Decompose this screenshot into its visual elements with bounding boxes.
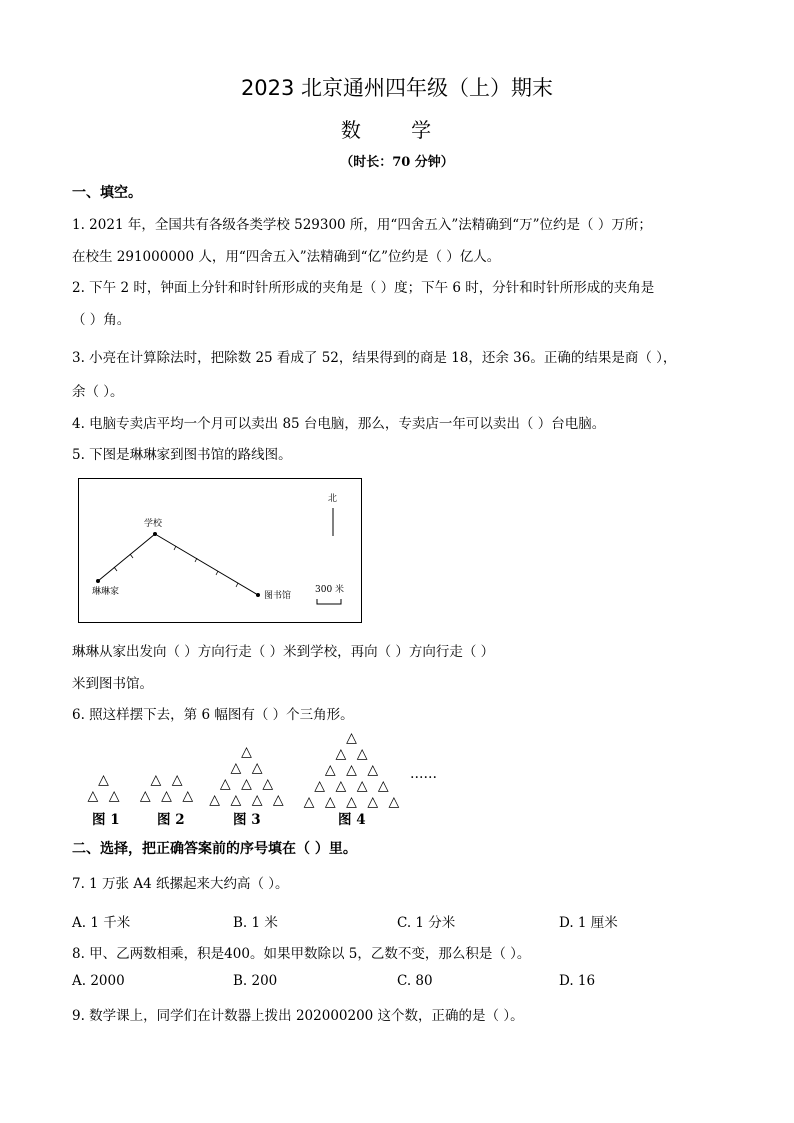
figure-4: [303, 730, 403, 810]
figure-ellipsis: ……: [410, 766, 437, 782]
school-dot: [153, 532, 157, 536]
fig3-row: △ △: [230, 760, 266, 776]
q1-line1: 1. 2021 年，全国共有各级各类学校 529300 所，用“四舍五入”法精确到“万”位约是（ ）万所；: [72, 217, 652, 233]
map-border: [79, 479, 362, 623]
q5-line1: 琳琳从家出发向（ ）方向行走（ ）米到学校，再向（ ）方向行走（ ）: [72, 644, 495, 660]
q8-option-d: D. 16: [559, 973, 596, 989]
q3-line2: 余（ ）。: [72, 384, 124, 400]
q1-line2: 在校生 291000000 人，用“四舍五入”法精确到“亿”位约是（ ）亿人。: [72, 249, 501, 265]
section1-heading: 一、填空。: [72, 185, 142, 201]
fig1-row: △: [98, 772, 112, 788]
route-home-school: [98, 534, 155, 581]
q5: 5. 下图是琳琳家到图书馆的路线图。: [72, 447, 292, 463]
q3-line1: 3. 小亮在计算除法时，把除数 25 看成了 52，结果得到的商是 18，还余 36。正确的结果是商（ ），: [72, 350, 677, 366]
q8-option-b: B. 200: [233, 973, 278, 989]
scale-label: 300 米: [315, 585, 345, 595]
q8-option-a: A. 2000: [72, 973, 125, 989]
q6: 6. 照这样摆下去，第 6 幅图有（ ）个三角形。: [72, 707, 354, 723]
q7-option-b: B. 1 米: [233, 915, 278, 931]
q7-option-c: C. 1 分米: [397, 915, 456, 931]
figure-3-label: 图 3: [233, 812, 261, 828]
fig4-row: △: [346, 730, 360, 746]
figure-1: [80, 772, 130, 804]
figure-2: [138, 772, 198, 804]
north-label: 北: [328, 494, 338, 504]
section2-heading: 二、选择，把正确答案前的序号填在（ ）里。: [72, 841, 357, 857]
route-map: [78, 478, 362, 623]
q2-line2: （ ）角。: [72, 312, 131, 328]
duration: （时长：70 分钟）: [340, 155, 454, 170]
q5-line2: 米到图书馆。: [72, 676, 153, 692]
library-dot: [256, 593, 260, 597]
q9: 9. 数学课上，同学们在计数器上拨出 202000200 这个数，正确的是（ ）。: [72, 1008, 524, 1024]
q7: 7. 1 万张 A4 纸摞起来大约高（ ）。: [72, 876, 289, 892]
figure-1-label: 图 1: [92, 812, 120, 828]
fig2-row: △ △ △: [139, 788, 197, 804]
fig3-row: △: [241, 744, 255, 760]
fig3-row: △ △ △: [219, 776, 277, 792]
fig4-row: △ △ △ △: [314, 778, 392, 794]
q8: 8. 甲、乙两数相乘，积是400。如果甲数除以 5，乙数不变，那么积是（ ）。: [72, 946, 531, 962]
figure-4-label: 图 4: [338, 812, 366, 828]
fig1-row: △ △: [87, 788, 123, 804]
subject-title: 数 学: [340, 118, 454, 142]
q7-option-a: A. 1 千米: [72, 915, 131, 931]
fig3-row: △ △ △ △: [209, 792, 287, 808]
fig4-row: △ △: [335, 746, 371, 762]
q2-line1: 2. 下午 2 时，钟面上分针和时针所形成的夹角是（ ）度；下午 6 时，分针和时针所形成的夹角是: [72, 280, 655, 296]
scale-bar: [317, 599, 341, 604]
q4: 4. 电脑专卖店平均一个月可以卖出 85 台电脑，那么，专卖店一年可以卖出（ ）台电脑。: [72, 416, 606, 432]
label-home: 琳琳家: [92, 587, 120, 597]
figure-3: [208, 744, 288, 808]
fig2-row: △ △: [150, 772, 186, 788]
label-library: 图书馆: [264, 591, 292, 601]
figure-2-label: 图 2: [157, 812, 185, 828]
label-school: 学校: [144, 519, 163, 529]
route-school-library: [155, 534, 258, 595]
home-dot: [96, 579, 100, 583]
fig4-row: △ △ △: [324, 762, 382, 778]
page-title: 2023 北京通州四年级（上）期末: [240, 76, 554, 100]
q7-option-d: D. 1 厘米: [559, 915, 618, 931]
q8-option-c: C. 80: [397, 973, 433, 989]
fig4-row: △ △ △ △ △: [303, 794, 403, 810]
